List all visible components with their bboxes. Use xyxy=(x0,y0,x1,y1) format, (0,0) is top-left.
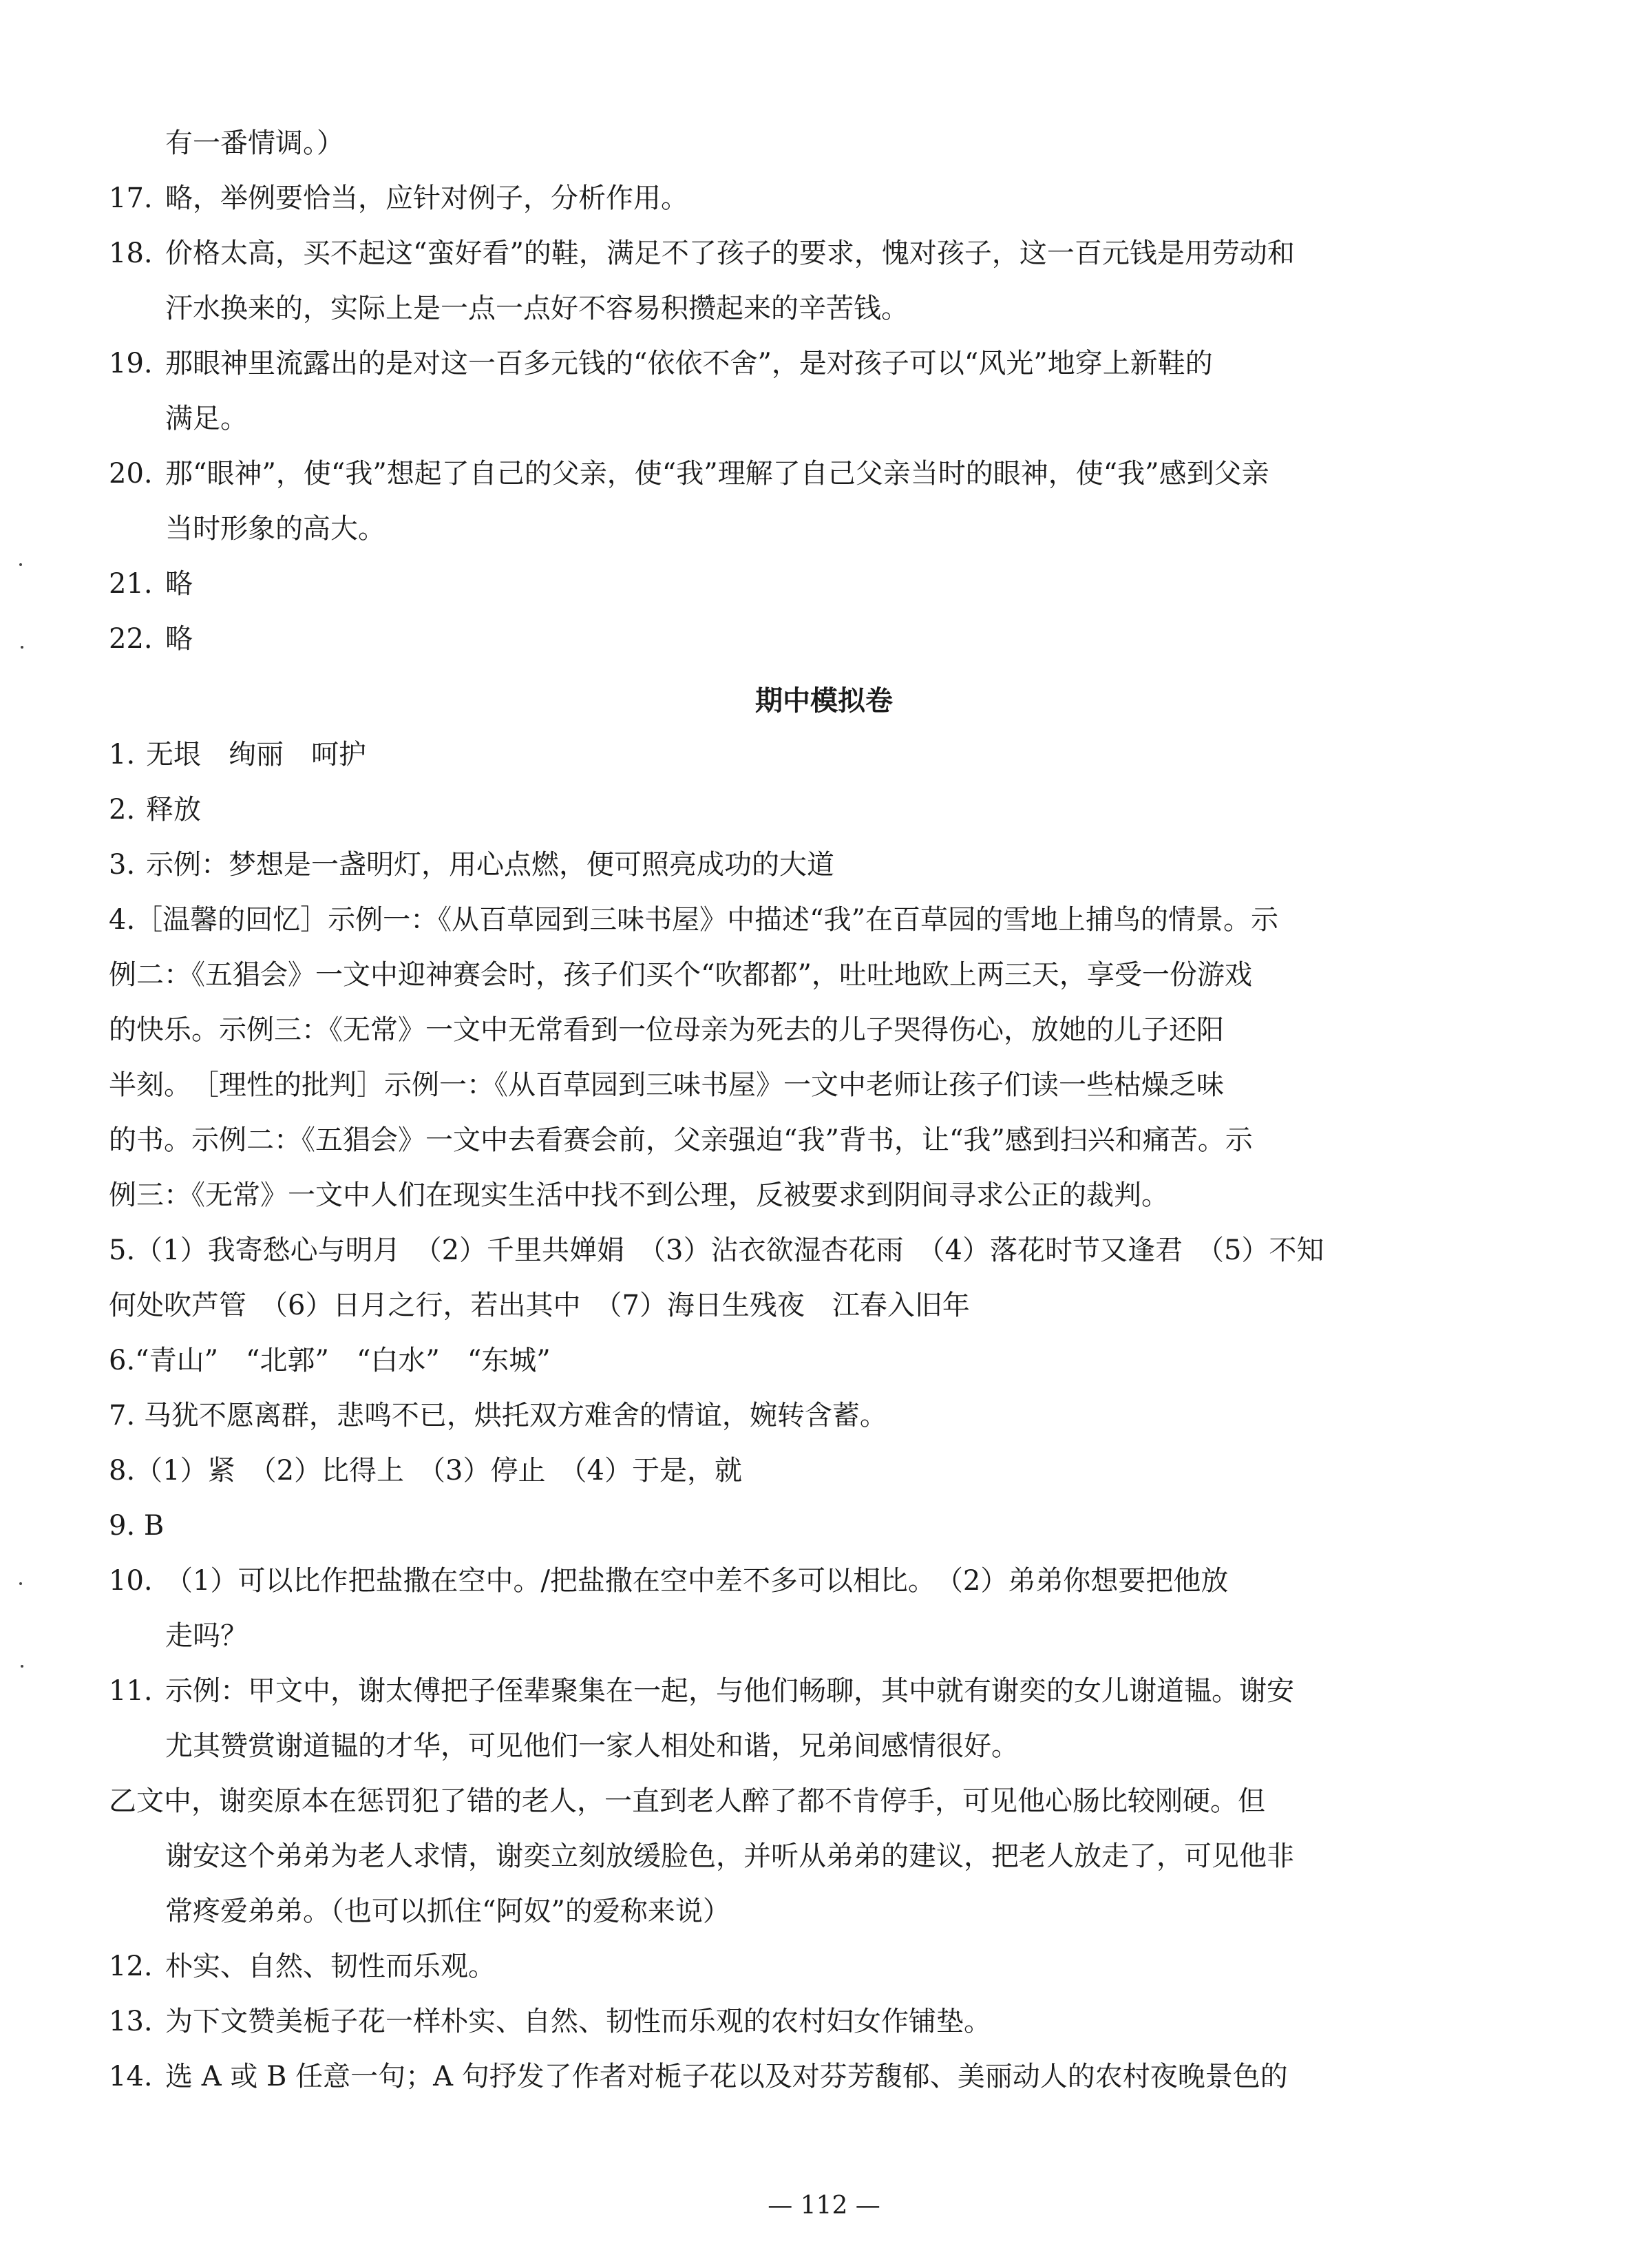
paragraph-line: 乙文中，谢奕原本在惩罚犯了错的老人，一直到老人醉了都不肯停手，可见他心肠比较刚硬。但 xyxy=(109,1785,1265,1817)
item-text: 略，举例要恰当，应针对例子，分析作用。 xyxy=(165,182,688,214)
item-text: 示例：梦想是一盏明灯，用心点燃，便可照亮成功的大道 xyxy=(146,849,834,881)
paragraph-line: 4.［温馨的回忆］示例一：《从百草园到三味书屋》中描述“我”在百草园的雪地上捕鸟的情景。示 xyxy=(109,904,1279,936)
scan-speck xyxy=(19,563,22,566)
scan-speck xyxy=(21,1665,23,1668)
item-number: 1. xyxy=(109,739,136,770)
paragraph-line: 例三：《无常》一文中人们在现实生活中找不到公理，反被要求到阴间寻求公正的裁判。 xyxy=(109,1179,1169,1211)
item-text: 示例：甲文中，谢太傅把子侄辈聚集在一起，与他们畅聊，其中就有谢奕的女儿谢道韫。谢安 xyxy=(165,1675,1294,1707)
item-text: 价格太高，买不起这“蛮好看”的鞋，满足不了孩子的要求，愧对孩子，这一百元钱是用劳动和 xyxy=(165,238,1295,269)
item-number: 11. xyxy=(109,1675,153,1707)
paragraph-line: 谢安这个弟弟为老人求情，谢奕立刻放缓脸色，并听从弟弟的建议，把老人放走了，可见他非 xyxy=(165,1840,1294,1872)
item-text: 无垠 绚丽 呵护 xyxy=(146,739,366,770)
paragraph-line: 的快乐。示例三：《无常》一文中无常看到一位母亲为死去的儿子哭得伤心，放她的儿子还阳 xyxy=(109,1014,1224,1046)
item-text: 略 xyxy=(165,568,193,600)
item-text: 略 xyxy=(165,623,193,655)
paragraph-line: 9. B xyxy=(109,1510,165,1542)
item-number: 21. xyxy=(109,568,153,600)
item-number: 22. xyxy=(109,623,153,655)
item-text-cont: 汗水换来的，实际上是一点一点好不容易积攒起来的辛苦钱。 xyxy=(165,293,909,324)
item-text: 朴实、自然、韧性而乐观。 xyxy=(165,1951,496,1982)
paragraph-line: 何处吹芦管 （6）日月之行，若出其中 （7）海日生残夜 江春入旧年 xyxy=(109,1290,970,1321)
item-number: 10. xyxy=(109,1565,153,1597)
item-number: 3. xyxy=(109,849,136,881)
page-number: — 112 — xyxy=(768,2192,880,2220)
item-text-cont: 满足。 xyxy=(165,403,248,434)
item-number: 12. xyxy=(109,1951,153,1982)
line-text: 有一番情调。） xyxy=(165,127,344,159)
section-title: 期中模拟卷 xyxy=(755,685,893,717)
item-text-cont: 走吗？ xyxy=(165,1620,248,1652)
paragraph-line: 例二：《五猖会》一文中迎神赛会时，孩子们买个“吹都都”，吐吐地欧上两三天，享受一份游戏 xyxy=(109,959,1252,991)
item-number: 20. xyxy=(109,458,153,490)
item-text: 选 A 或 B 任意一句；A 句抒发了作者对栀子花以及对芬芳馥郁、美丽动人的农村夜晚景色的 xyxy=(165,2061,1288,2092)
scan-speck xyxy=(19,1582,22,1585)
item-number: 17. xyxy=(109,182,153,214)
paragraph-line: 7. 马犹不愿离群，悲鸣不已，烘托双方难舍的情谊，婉转含蓄。 xyxy=(109,1400,887,1431)
item-number: 18. xyxy=(109,238,153,269)
item-number: 19. xyxy=(109,348,153,379)
paragraph-line: 的书。示例二：《五猖会》一文中去看赛会前，父亲强迫“我”背书，让“我”感到扫兴和痛苦。示 xyxy=(109,1124,1253,1156)
item-number: 2. xyxy=(109,794,136,826)
item-text: 释放 xyxy=(146,794,201,826)
item-text: 为下文赞美栀子花一样朴实、自然、韧性而乐观的农村妇女作铺垫。 xyxy=(165,2006,991,2037)
item-number: 13. xyxy=(109,2006,153,2037)
paragraph-line: 6.“青山” “北郭” “白水” “东城” xyxy=(109,1345,551,1376)
paragraph-line: 半刻。 ［理性的批判］示例一：《从百草园到三味书屋》一文中老师让孩子们读一些枯燥乏味 xyxy=(109,1069,1224,1101)
paragraph-line: 常疼爱弟弟。（也可以抓住“阿奴”的爱称来说） xyxy=(165,1896,730,1927)
item-text: 那眼神里流露出的是对这一百多元钱的“依依不舍”，是对孩子可以“风光”地穿上新鞋的 xyxy=(165,348,1213,379)
item-text: 那“眼神”，使“我”想起了自己的父亲，使“我”理解了自己父亲当时的眼神，使“我”感到父亲 xyxy=(165,458,1269,490)
paragraph-line: 8.（1）紧 （2）比得上 （3）停止 （4）于是，就 xyxy=(109,1455,742,1487)
paragraph-line: 5.（1）我寄愁心与明月 （2）千里共婵娟 （3）沾衣欲湿杏花雨 （4）落花时节又逢君 （5）不知 xyxy=(109,1235,1324,1266)
item-text-cont: 尤其赞赏谢道韫的才华，可见他们一家人相处和谐，兄弟间感情很好。 xyxy=(165,1730,1019,1762)
item-text: （1）可以比作把盐撒在空中。/把盐撒在空中差不多可以相比。 （2）弟弟你想要把他放 xyxy=(165,1565,1229,1597)
item-text-cont: 当时形象的高大。 xyxy=(165,513,385,545)
scan-speck xyxy=(21,646,23,649)
item-number: 14. xyxy=(109,2061,153,2092)
